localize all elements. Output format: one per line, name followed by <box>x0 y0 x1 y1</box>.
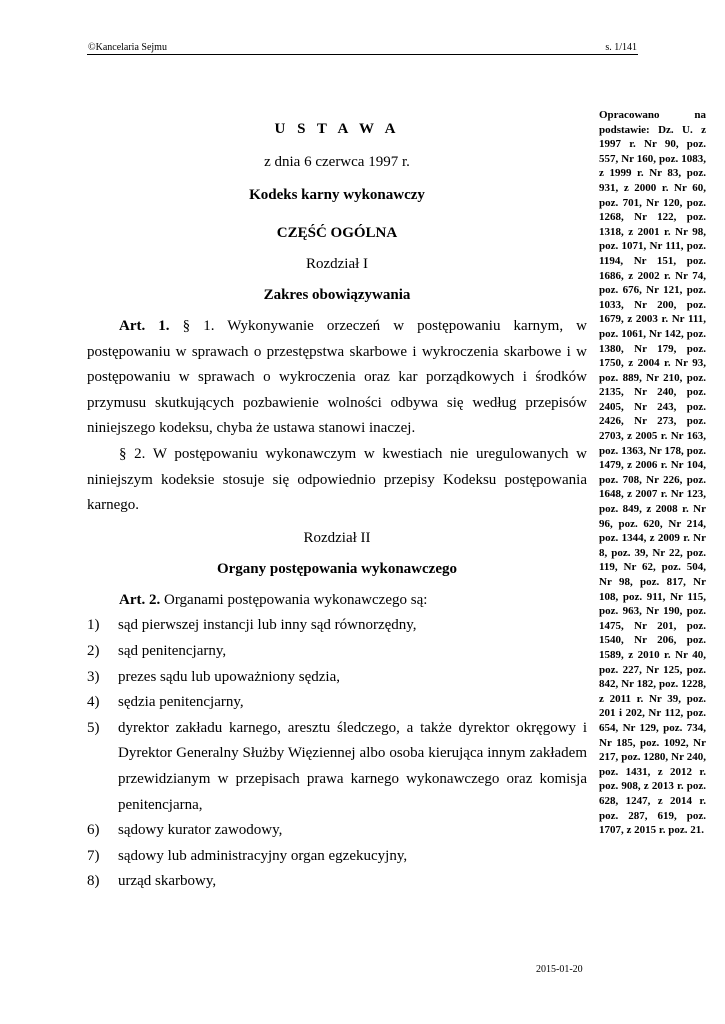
list-item-text: sądowy lub administracyjny organ egzekucyjny, <box>118 847 408 864</box>
list-item-number: 8) <box>87 873 100 890</box>
list-item <box>87 869 587 895</box>
list-item-text: prezes sądu lub upoważniony sędzia, <box>118 668 341 685</box>
list-item <box>87 818 587 844</box>
list-item <box>87 639 587 665</box>
list-item-number: 5) <box>87 719 100 736</box>
chapter-2-label: Rozdział II <box>303 529 371 546</box>
act-date: z dnia 6 czerwca 1997 r. <box>264 154 410 170</box>
list-item-text: dyrektor zakładu karnego, aresztu śledczego, a także dyrektor okręgowy i Dyrektor Generalny Służby Więziennej albo osoba kierująca innym zakładem przewidzianym w przepisach prawa karnego wykonawczego oraz komisja penitencjarna, <box>118 719 587 813</box>
list-item <box>87 665 587 691</box>
list-item-number: 6) <box>87 822 100 839</box>
list-item-text: sąd penitencjarny, <box>118 642 227 659</box>
article-2-label: Art. 2. <box>119 591 161 608</box>
act-name: Kodeks karny wykonawczy <box>249 187 425 203</box>
header-divider <box>87 54 638 55</box>
article-1-label: Art. 1. <box>119 318 170 334</box>
list-item-number: 2) <box>87 642 100 659</box>
list-item <box>87 716 587 818</box>
article-1-paragraph-2: § 2. W postępowaniu wykonawczym w kwestiach nie uregulowanych w niniejszym kodeksie stosuje się odpowiednio przepisy Kodeksu postępowania karnego. <box>87 445 587 514</box>
article-1-paragraph-1 <box>87 314 587 442</box>
act-title: U S T A W A <box>274 121 400 137</box>
chapter-1-title: Zakres obowiązywania <box>263 287 411 303</box>
footer-date: 2015-01-20 <box>536 964 583 975</box>
list-item-text: sędzia penitencjarny, <box>118 694 244 711</box>
chapter-2-title: Organy postępowania wykonawczego <box>216 560 457 577</box>
list-item <box>87 690 587 716</box>
list-item-number: 3) <box>87 668 100 685</box>
document-body <box>87 117 587 895</box>
part-heading: CZĘŚĆ OGÓLNA <box>276 225 398 241</box>
article-2-intro <box>87 588 587 614</box>
page-number: s. 1/141 <box>605 42 637 53</box>
list-item-number: 4) <box>87 694 100 711</box>
list-item-number: 1) <box>87 617 100 634</box>
list-item-text: sądowy kurator zawodowy, <box>118 822 283 839</box>
list-item-text: urząd skarbowy, <box>118 873 217 890</box>
chapter-1-label: Rozdział I <box>305 256 369 272</box>
source-sidenote: Opracowano na podstawie: Dz. U. z 1997 r. Nr 90, poz. 557, Nr 160, poz. 1083, z 1999 r. Nr 83, poz. 931, z 2000 r. Nr 60, poz. 701, Nr 120, poz. 1268, Nr 122, poz. 1318, z 2001 r. Nr 98, poz. 1071, Nr 111, poz. 1194, Nr 151, poz. 1686, z 2002 r. Nr 74, poz. 676, Nr 121, poz. 1033, Nr 200, poz. 1679, z 2003 r. Nr 111, poz. 1061, Nr 142, poz. 1380, Nr 179, poz. 1750, z 2004 r. Nr 93, poz. 889, Nr 210, poz. 2135, Nr 240, poz. 2405, Nr 243, poz. 2426, Nr 273, poz. 2703, z 2005 r. Nr 163, poz. 1363, Nr 178, poz. 1479, z 2006 r. Nr 104, poz. 708, Nr 226, poz. 1648, z 2007 r. Nr 123, poz. 849, z 2008 r. Nr 96, poz. 620, Nr 214, poz. 1344, z 2009 r. Nr 8, poz. 39, Nr 22, poz. 119, Nr 62, poz. 504, Nr 98, poz. 817, Nr 108, poz. 911, Nr 115, poz. 963, Nr 190, poz. 1475, Nr 201, poz. 1540, Nr 206, poz. 1589, z 2010 r. Nr 40, poz. 227, Nr 125, poz. 842, Nr 182, poz. 1228, z 2011 r. Nr 39, poz. 201 i 202, Nr 112, poz. 654, Nr 129, poz. 734, Nr 185, poz. 1092, Nr 217, poz. 1280, Nr 240, poz. 1431, z 2012 r. poz. 908, z 2013 r. poz. 628, 1247, z 2014 r. poz. 287, 619, poz. 1707, z 2015 r. poz. 21. <box>599 109 706 837</box>
list-item <box>87 844 587 870</box>
article-1-text-1: § 1. Wykonywanie orzeczeń w postępowaniu karnym, w postępowaniu w sprawach o przestępstwa skarbowe i wykroczenia skarbowe i w postępowaniu w sprawach o wykroczenia oraz kar porządkowych i środków przymusu skutkujących pozbawienie wolności odbywa się według przepisów niniejszego kodeksu, chyba że ustawa stanowi inaczej. <box>87 318 588 437</box>
list-item <box>87 613 587 639</box>
list-item-text: sąd pierwszej instancji lub inny sąd równorzędny, <box>118 617 417 634</box>
header-publisher: ©Kancelaria Sejmu <box>88 42 167 53</box>
article-2-intro-text: Organami postępowania wykonawczego są: <box>164 591 428 608</box>
list-item-number: 7) <box>87 847 100 864</box>
